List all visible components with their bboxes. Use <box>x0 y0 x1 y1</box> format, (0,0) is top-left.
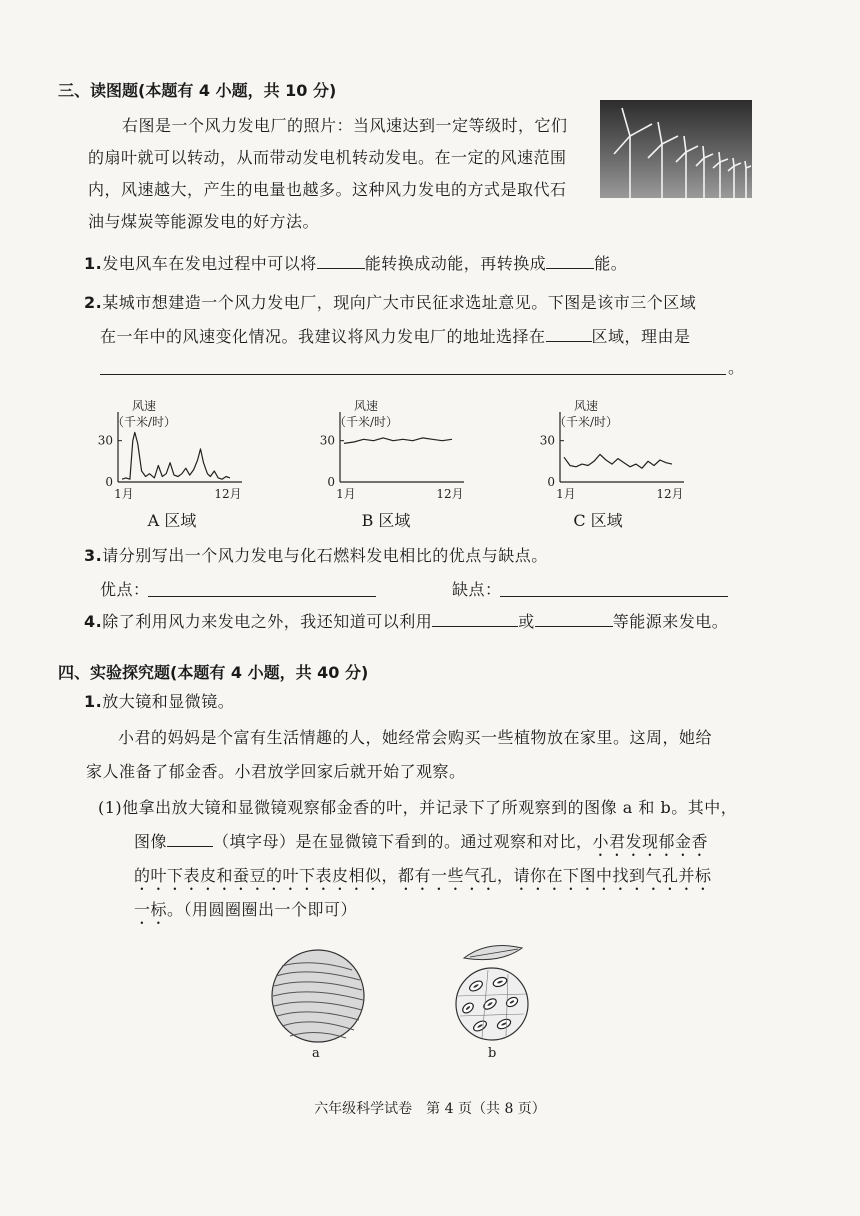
sub1-line2 <box>134 826 824 860</box>
sub1-line2-b: （填字母）是在显微镜下看到的。通过观察和对比， <box>213 832 593 851</box>
q2-reason-line[interactable] <box>100 374 726 375</box>
sub1-line4 <box>134 894 824 928</box>
q2-line2-b: 区域，理由是 <box>591 327 691 346</box>
q2-end: 。 <box>728 358 745 377</box>
chart-b-label: B 区域 <box>361 511 411 530</box>
q3-con-blank[interactable] <box>500 596 728 597</box>
intro-line-2: 的扇叶就可以转动，从而带动发电机转动发电。在一定的风速范围 <box>88 148 567 167</box>
q1-text-b: 能转换成动能，再转换成 <box>364 254 547 273</box>
q3-number: 3. <box>84 546 103 565</box>
image-a-label: a <box>312 1046 320 1061</box>
intro-line-3: 内，风速越大，产生的电量也越多。这种风力发电的方式是取代石 <box>88 180 567 199</box>
x-tick-label: 1月 <box>336 487 356 501</box>
x-tick-label: 1月 <box>556 487 576 501</box>
sub1-line3: 的叶下表皮和蚕豆的叶下表皮相似，都有一些气孔，请你在下图中找到气孔并标 <box>134 866 712 885</box>
q1-text-a: 发电风车在发电过程中可以将 <box>102 254 317 273</box>
y-tick-label: 0 <box>105 475 113 489</box>
q1-number: 1. <box>84 254 103 273</box>
page-footer: 六年级科学试卷 第 4 页（共 8 页） <box>314 1101 546 1117</box>
q1-blank-1[interactable] <box>317 250 365 269</box>
q2-region-blank[interactable] <box>546 323 592 342</box>
q3-pro-blank[interactable] <box>148 596 376 597</box>
q4-1-number: 1. <box>84 692 103 711</box>
y-axis-label: 风速 <box>353 399 379 413</box>
q4-1-text: 放大镜和显微镜。 <box>102 692 235 711</box>
chart-b <box>320 398 464 501</box>
sub1-line1-text: 他拿出放大镜和显微镜观察郁金香的叶，并记录下了所观察到的图像 a 和 b。其中， <box>122 798 738 817</box>
y-axis-label: 风速 <box>131 399 157 413</box>
q4-text-c: 等能源来发电。 <box>612 612 729 631</box>
sub1-line4-a: 一标 <box>134 900 168 919</box>
x-tick-label: 1月 <box>114 487 134 501</box>
y-tick-label: 30 <box>319 433 335 448</box>
question-3-4 <box>84 606 728 638</box>
sub1-line2-c: 小君发现郁金香 <box>592 832 709 851</box>
y-tick-label: 0 <box>547 475 555 489</box>
sub1-line4-b: 。（用圆圈圈出一个即可） <box>167 900 358 919</box>
q3-pro-label: 优点： <box>100 580 150 599</box>
y-axis-label: 风速 <box>573 399 599 413</box>
question-3-3 <box>84 540 548 572</box>
intro-line-1: 右图是一个风力发电厂的照片：当风速达到一定等级时，它们 <box>122 116 568 135</box>
q4-text-b: 或 <box>518 612 535 631</box>
section4-title: 四、实验探究题(本题有 4 小题，共 40 分) <box>58 663 369 682</box>
section3-title: 三、读图题(本题有 4 小题，共 10 分) <box>58 81 337 100</box>
y-tick-label: 30 <box>539 433 555 448</box>
q4-text-a: 除了利用风力来发电之外，我还知道可以利用 <box>102 612 433 631</box>
x-tick-label: 12月 <box>656 487 684 501</box>
intro-line-4: 油与煤炭等能源发电的好方法。 <box>88 212 320 231</box>
q4-blank-2[interactable] <box>535 608 613 627</box>
q1-blank-2[interactable] <box>546 250 594 269</box>
chart-c-label: C 区域 <box>573 511 623 530</box>
chart-a-label: A 区域 <box>147 511 197 530</box>
wind-farm-photo <box>600 100 752 198</box>
q2-line1: 某城市想建造一个风力发电厂，现向广大市民征求选址意见。下图是该市三个区域 <box>102 293 697 312</box>
story-line-1: 小君的妈妈是个富有生活情趣的人，她经常会购买一些植物放在家里。这周，她给 <box>118 728 713 747</box>
question-3-2-line1 <box>84 287 804 319</box>
x-tick-label: 12月 <box>214 487 242 501</box>
question-4-1 <box>84 686 234 718</box>
y-axis-unit: （千米/时） <box>553 415 619 429</box>
y-axis-unit: （千米/时） <box>333 415 399 429</box>
wind-speed-charts <box>80 396 800 508</box>
x-tick-label: 12月 <box>436 487 464 501</box>
leaf-image-b <box>452 938 532 1050</box>
series-line <box>344 438 452 444</box>
story-line-2: 家人准备了郁金香。小君放学回家后就开始了观察。 <box>86 762 466 781</box>
series-line <box>122 432 230 479</box>
chart-a <box>98 398 242 501</box>
q2-line2-a: 在一年中的风速变化情况。我建议将风力发电厂的地址选择在 <box>100 327 546 346</box>
y-axis-unit: （千米/时） <box>111 415 177 429</box>
y-tick-label: 0 <box>327 475 335 489</box>
q1-text-c: 能。 <box>594 254 628 273</box>
question-3-2-line2 <box>100 321 820 353</box>
q4-number: 4. <box>84 612 103 631</box>
sub1-number: (1) <box>98 798 123 817</box>
series-line <box>564 454 672 468</box>
q4-blank-1[interactable] <box>432 608 518 627</box>
image-b-label: b <box>488 1046 497 1061</box>
q3-text: 请分别写出一个风力发电与化石燃料发电相比的优点与缺点。 <box>102 546 548 565</box>
sub1-line2-a: 图像 <box>134 832 168 851</box>
chart-c <box>540 398 684 501</box>
sub1-image-blank[interactable] <box>167 828 213 847</box>
question-3-1 <box>84 248 627 280</box>
q3-con-label: 缺点： <box>452 580 502 599</box>
y-tick-label: 30 <box>97 433 113 448</box>
leaf-image-a <box>268 946 368 1046</box>
q2-number: 2. <box>84 293 103 312</box>
sub1-line1 <box>98 792 818 824</box>
